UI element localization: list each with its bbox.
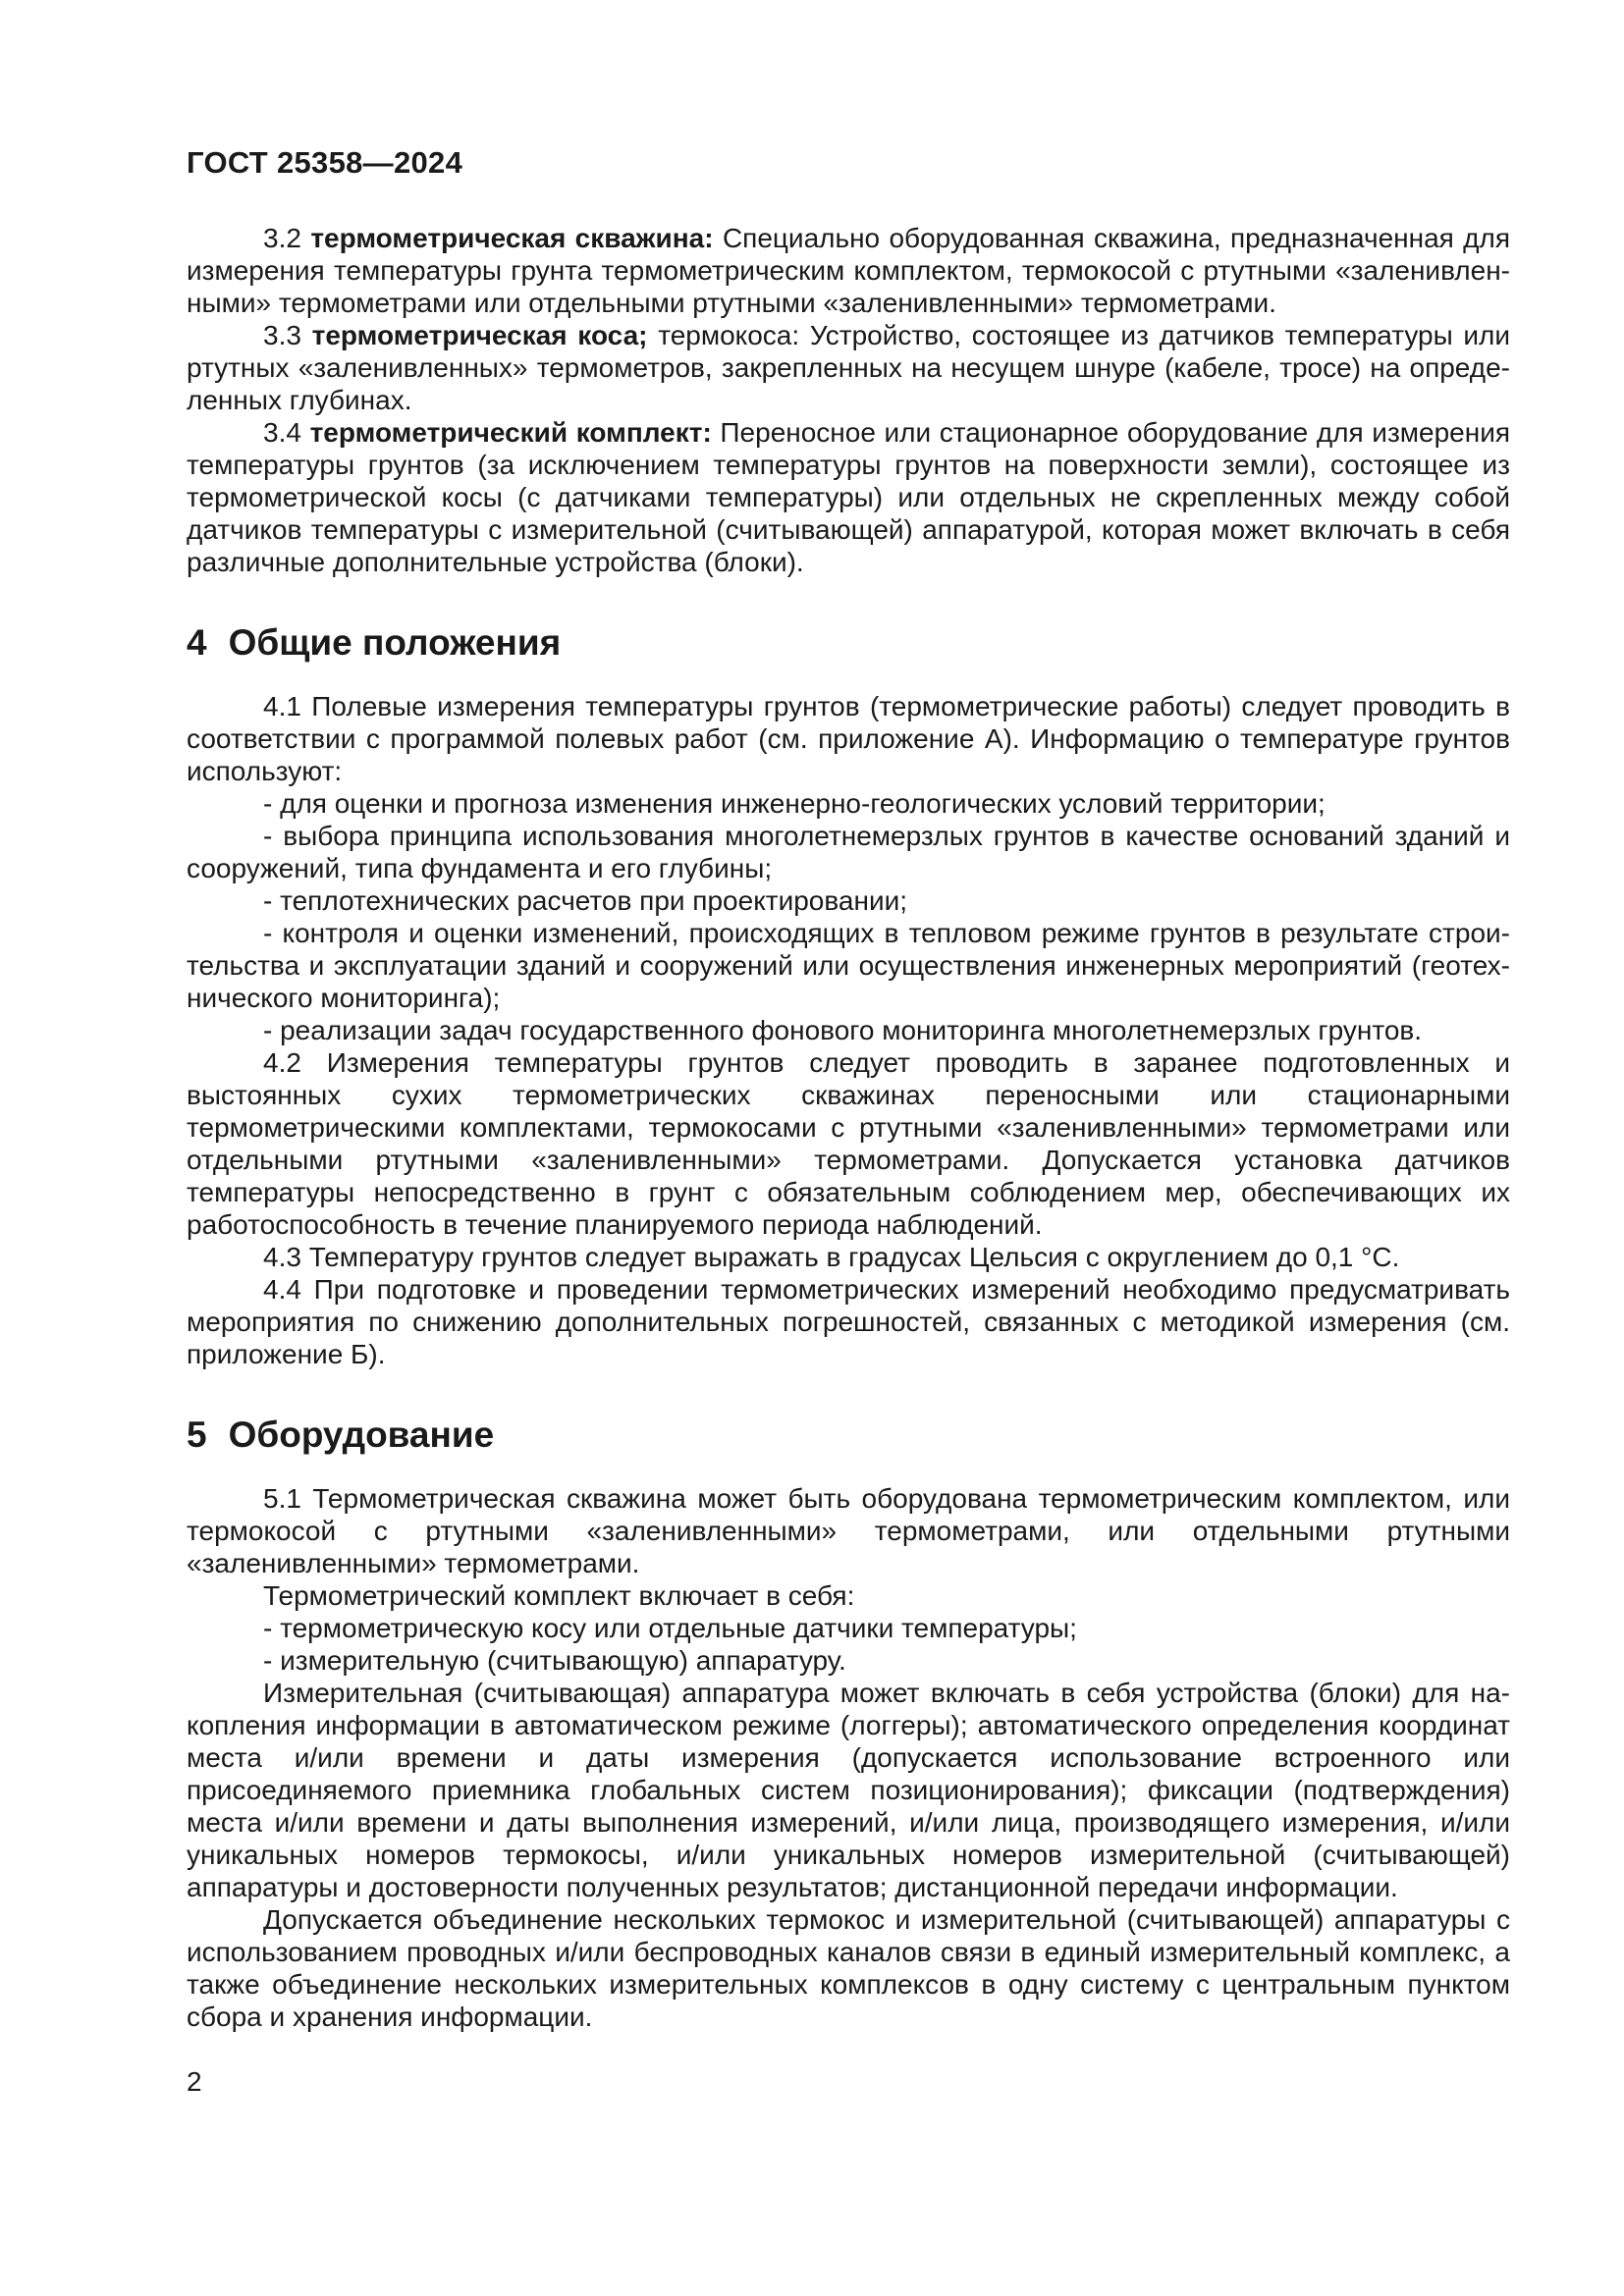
section-number: 5 (187, 1415, 207, 1455)
list-item: - теплотехнических расчетов при проектировании; (263, 885, 908, 916)
section-4-body (187, 690, 1510, 1370)
list-item: - термометрическую косу или отдельные датчики температуры; (263, 1613, 1077, 1643)
clause-number: 3.4 (263, 417, 301, 448)
section-4-heading (187, 621, 1510, 665)
paragraph: Термометрический комплект включает в себя: (263, 1580, 855, 1611)
term-entry-3-2 (187, 222, 1510, 319)
clause-5-1: 5.1 Термометрическая скважина может быть оборудована термометрическим комплектом, или термокосой с ртутными «заленивленными» термометрами, или отдельными ртутными «заленивленными» термометрами. (187, 1483, 1510, 1578)
clause-4-3: 4.3 Температуру грунтов следует выражать в градусах Цельсия с округлением до 0,1 °С. (263, 1242, 1400, 1272)
term-name: термометрическая скважина: (310, 223, 714, 253)
list-item: - измерительную (считывающую) аппаратуру. (263, 1645, 846, 1676)
list-item: - реализации задач государственного фонового мониторинга многолетнемерзлых грунтов. (263, 1015, 1423, 1045)
section-3-terms (187, 222, 1510, 578)
term-name: термометрическая коса; (311, 320, 648, 350)
list-item: - контроля и оценки изменений, происходящих в тепловом режиме грунтов в результате строительства и эксплуатации зданий и сооружений или осуществления инженерных мероприятий (геотехнического мониторинга); (187, 918, 1510, 1013)
clause-4-2: 4.2 Измерения температуры грунтов следует проводить в заранее подготовленных и выстоянных сухих термометрических скважинах переносными или стационарными термометрическими комплектами, термокосами с ртутными «заленивленными» термометрами или отдельными ртутными «заленивленными» термометрами. Допускается установка датчиков температуры непосредственно в грунт с обязательным соблюдением мер, обеспечивающих их работоспособность в течение планируемого периода наблюдений. (187, 1047, 1510, 1240)
term-definition: Специально оборудованная скважина, предназначенная для измерения температуры грунта термометрическим комплектом, термокосой с ртутными «заленивленными» термометрами или отдельными ртутными «заленивленными» термометрами. (187, 223, 1511, 318)
section-number: 4 (187, 622, 207, 663)
term-name: термометрический комплект: (309, 417, 712, 448)
list-item: - выбора принципа использования многолетнемерзлых грунтов в качестве оснований зданий и сооружений, типа фундамента и его глубины; (187, 821, 1510, 883)
term-entry-3-4 (187, 416, 1510, 578)
page-number: 2 (187, 2066, 202, 2097)
term-entry-3-3 (187, 319, 1510, 416)
term-definition: термокоса: Устройство, состоящее из датчиков температуры или ртутных «заленивленных» термометров, закрепленных на несущем шнуре (кабеле, тросе) на определенных глубинах. (187, 320, 1511, 415)
clause-number: 3.3 (263, 320, 301, 350)
list-item: - для оценки и прогноза изменения инженерно-геологических условий территории; (263, 788, 1326, 819)
section-5-body (187, 1482, 1510, 2033)
running-header-doc-code: ГОСТ 25358—2024 (187, 145, 463, 180)
clause-number: 3.2 (263, 223, 301, 253)
clause-4-1: 4.1 Полевые измерения температуры грунтов (термометрические работы) следует проводить в соответствии с программой полевых работ (см. приложение А). Информацию о температуре грунтов используют: (187, 691, 1510, 786)
paragraph: Допускается объединение нескольких термокос и измерительной (считывающей) аппаратуры с использованием проводных и/или беспроводных каналов связи в единый измерительный комплекс, а также объединение нескольких измерительных комплексов в одну систему с центральным пунктом сбора и хранения информации. (187, 1904, 1510, 2032)
clause-4-4: 4.4 При подготовке и проведении термометрических измерений необходимо предусматривать мероприятия по снижению дополнительных погрешностей, связанных с методикой измерения (см. приложение Б). (187, 1274, 1510, 1369)
paragraph: Измерительная (считывающая) аппаратура может включать в себя устройства (блоки) для накопления информации в автоматическом режиме (логгеры); автоматического определения координат места и/или времени и даты измерения (допускается использование встроенного или присоединяемого приемника глобальных систем позиционирования); фиксации (подтверждения) места и/или времени и даты выполнения измерений, и/или лица, производящего измерения, и/или уникальных номеров термокосы, и/или уникальных номеров измерительной (считывающей) аппаратуры и достоверности полученных результатов; дистанционной передачи информации. (187, 1678, 1510, 1902)
term-definition: Переносное или стационарное оборудование для измерения температуры грунтов (за исключением температуры грунтов на поверхности земли), состоящее из термометрической косы (с датчиками температуры) или отдельных не скрепленных между собой датчиков температуры с измерительной (считывающей) аппаратурой, которая может включать в себя различные дополнительные устройства (блоки). (187, 417, 1511, 577)
page-content (187, 0, 1510, 2033)
section-5-heading (187, 1414, 1510, 1457)
section-title: Общие положения (228, 622, 562, 663)
section-title: Оборудование (228, 1415, 495, 1455)
